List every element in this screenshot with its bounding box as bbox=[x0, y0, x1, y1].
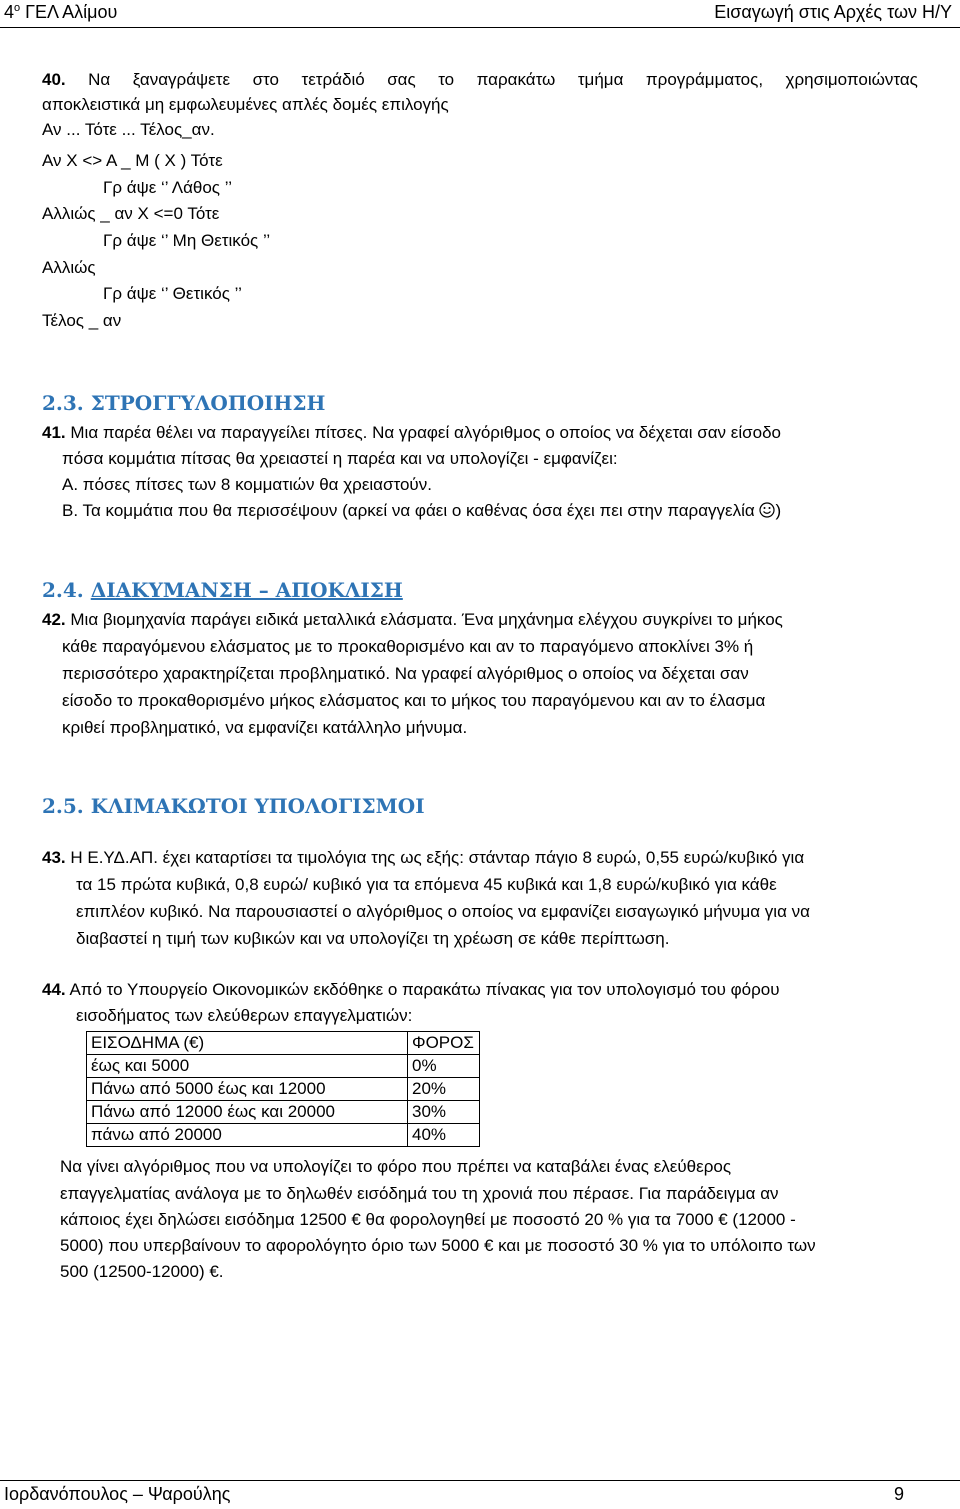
table-row bbox=[87, 1078, 480, 1101]
q43-line4: διαβαστεί η τιμή των κυβικών και να υπολογίζει τη χρέωση σε κάθε περίπτωση. bbox=[76, 929, 670, 948]
q44-text: Από το Υπουργείο Οικονομικών εκδόθηκε ο παρακάτω πίνακας για τον υπολογισμό του φόρου bbox=[69, 980, 780, 999]
table-cell: 30% bbox=[408, 1101, 480, 1124]
q40-word: ξαναγράψετε bbox=[132, 70, 231, 89]
table-header-cell: ΕΙΣΟΔΗΜΑ (€) bbox=[87, 1032, 408, 1055]
q40-word: Να bbox=[88, 70, 111, 89]
q44-after-line2: επαγγελματίας ανάλογα με το δηλωθέν εισόδημά του τη χρονιά που πέρασε. Για παράδειγμα αν bbox=[60, 1184, 779, 1203]
page-number: 9 bbox=[893, 1484, 904, 1504]
code-line: Γρ άψε ‘’ Θετικός ’’ bbox=[103, 284, 242, 303]
q41-line4-close: ) bbox=[775, 501, 782, 520]
section-number: 2.4. bbox=[42, 578, 91, 602]
table-row bbox=[87, 1124, 480, 1147]
table-cell: 20% bbox=[408, 1078, 480, 1101]
q40-line1 bbox=[42, 67, 918, 93]
q44-line2: εισοδήματος των ελεύθερων επαγγελματιών: bbox=[76, 1006, 413, 1025]
q40-word: το bbox=[438, 70, 455, 89]
q42-line2: κάθε παραγόμενου ελάσματος με το προκαθορισμένο και αν το παραγόμενο αποκλίνει 3% ή bbox=[62, 637, 754, 656]
code-line: Αν Χ <> Α _ Μ ( Χ ) Τότε bbox=[42, 151, 223, 170]
q42-line5: κριθεί προβληματικό, να εμφανίζει κατάλληλο μήνυμα. bbox=[62, 718, 468, 737]
q41-line4 bbox=[62, 498, 781, 524]
section-heading-2-3: 2.3. ΣΤΡΟΓΓΥΛΟΠΟΙΗΣΗ bbox=[42, 391, 326, 415]
q43-line1 bbox=[42, 845, 804, 871]
authors: Ιορδανόπουλος – Ψαρούλης bbox=[4, 1484, 231, 1504]
q40-line2: αποκλειστικά μη εμφωλευμένες απλές δομές επιλογής bbox=[42, 95, 449, 114]
section-heading-2-5: 2.5. ΚΛΙΜΑΚΩΤΟΙ ΥΠΟΛΟΓΙΣΜΟΙ bbox=[42, 794, 425, 818]
q43-text: Η Ε.ΥΔ.ΑΠ. έχει καταρτίσει τα τιμολόγια της ως εξής: στάνταρ πάγιο 8 ευρώ, 0,55 ευρώ/κυβικό για bbox=[70, 848, 805, 867]
q43-line2: τα 15 πρώτα κυβικά, 0,8 ευρώ/ κυβικό για τα επόμενα 45 κυβικά και 1,8 ευρώ/κυβικό για κάθε bbox=[76, 875, 777, 894]
page-header bbox=[0, 0, 960, 28]
q40-word: παρακάτω bbox=[476, 70, 556, 89]
q44-after-line3: κάποιος έχει δηλώσει εισόδημα 12500 € θα φορολογηθεί με ποσοστό 20 % για τα 7000 € (12000 - bbox=[60, 1210, 796, 1229]
q44-after-line5: 500 (12500-12000) €. bbox=[60, 1262, 224, 1281]
q41-line2: πόσα κομμάτια πίτσας θα χρειαστεί η παρέα και να υπολογίζει - εμφανίζει: bbox=[62, 449, 618, 468]
income-tax-table bbox=[86, 1031, 480, 1147]
q42-line1 bbox=[42, 607, 783, 633]
q44-line1 bbox=[42, 977, 780, 1003]
q40-word: στο bbox=[252, 70, 279, 89]
q42-text: Μια βιομηχανία παράγει ειδικά μεταλλικά ελάσματα. Ένα μηχάνημα ελέγχου συγκρίνει το μήκος bbox=[70, 610, 783, 629]
q41-line1 bbox=[42, 420, 781, 446]
q44-number: 44. bbox=[42, 980, 66, 999]
q40-line3: Αν ... Τότε ... Τέλος_αν. bbox=[42, 120, 215, 139]
section-heading-2-4 bbox=[42, 578, 403, 602]
q42-number: 42. bbox=[42, 610, 66, 629]
code-line: Τέλος _ αν bbox=[42, 311, 122, 330]
page-footer bbox=[0, 1480, 960, 1509]
code-line: Γρ άψε ‘’ Μη Θετικός ’’ bbox=[103, 231, 271, 250]
q41-line3: Α. πόσες πίτσες των 8 κομματιών θα χρειαστούν. bbox=[62, 475, 432, 494]
q43-line3: επιπλέον κυβικό. Να παρουσιαστεί ο αλγόριθμος ο οποίος να εμφανίζει εισαγωγικό μήνυμα για να bbox=[76, 902, 810, 921]
q42-line3: περισσότερο χαρακτηρίζεται προβληματικό. Να γραφεί αλγόριθμος ο οποίος να δέχεται σαν bbox=[62, 664, 749, 683]
q43-number: 43. bbox=[42, 848, 66, 867]
q40-word: τμήμα bbox=[577, 70, 624, 89]
course-title: Εισαγωγή στις Αρχές των Η/Υ bbox=[714, 2, 952, 22]
table-header-row bbox=[87, 1032, 480, 1055]
table-cell: έως και 5000 bbox=[87, 1055, 408, 1078]
table-cell: Πάνω από 5000 έως και 12000 bbox=[87, 1078, 408, 1101]
q41-text: Μια παρέα θέλει να παραγγείλει πίτσες. Να γραφεί αλγόριθμος ο οποίος να δέχεται σαν είσοδο bbox=[70, 423, 782, 442]
q41-line4-text: Β. Τα κομμάτια που θα περισσέψουν (αρκεί να φάει ο καθένας όσα έχει πει στην παραγγελία bbox=[62, 501, 760, 520]
q40-word: προγράμματος, bbox=[645, 70, 764, 89]
q41-number: 41. bbox=[42, 423, 66, 442]
q44-after-line1: Να γίνει αλγόριθμος που να υπολογίζει το φόρο που πρέπει να καταβάλει ένας ελεύθερος bbox=[60, 1157, 732, 1176]
q40-word: τετράδιό bbox=[301, 70, 365, 89]
code-line: Αλλιώς bbox=[42, 258, 96, 277]
section-title: ΔΙΑΚΥΜΑΝΣΗ – ΑΠΟΚΛΙΣΗ bbox=[90, 578, 403, 602]
q40-number: 40. bbox=[42, 70, 66, 89]
q44-after-line4: 5000) που υπερβαίνουν το αφορολόγητο όριο των 5000 € και με ποσοστό 30 % για το υπόλοιπο των bbox=[60, 1236, 816, 1255]
table-cell: 0% bbox=[408, 1055, 480, 1078]
table-row bbox=[87, 1055, 480, 1078]
table-header-cell: ΦΟΡΟΣ bbox=[408, 1032, 480, 1055]
table-cell: Πάνω από 12000 έως και 20000 bbox=[87, 1101, 408, 1124]
q40-word: χρησιμοποιώντας bbox=[785, 70, 918, 89]
table-cell: πάνω από 20000 bbox=[87, 1124, 408, 1147]
table-row bbox=[87, 1101, 480, 1124]
school-name: $4^o$ ΓΕΛ Αλίμου bbox=[4, 2, 118, 22]
table-cell: 40% bbox=[408, 1124, 480, 1147]
q42-line4: είσοδο το προκαθορισμένο μήκος ελάσματος και το μήκος του παραγόμενου και αν το έλασμα bbox=[62, 691, 766, 710]
code-line: Γρ άψε ‘’ Λάθος ’’ bbox=[103, 178, 232, 197]
q40-word: σας bbox=[387, 70, 416, 89]
code-line: Αλλιώς _ αν Χ <=0 Τότε bbox=[42, 204, 220, 223]
smiley-icon bbox=[759, 502, 775, 518]
